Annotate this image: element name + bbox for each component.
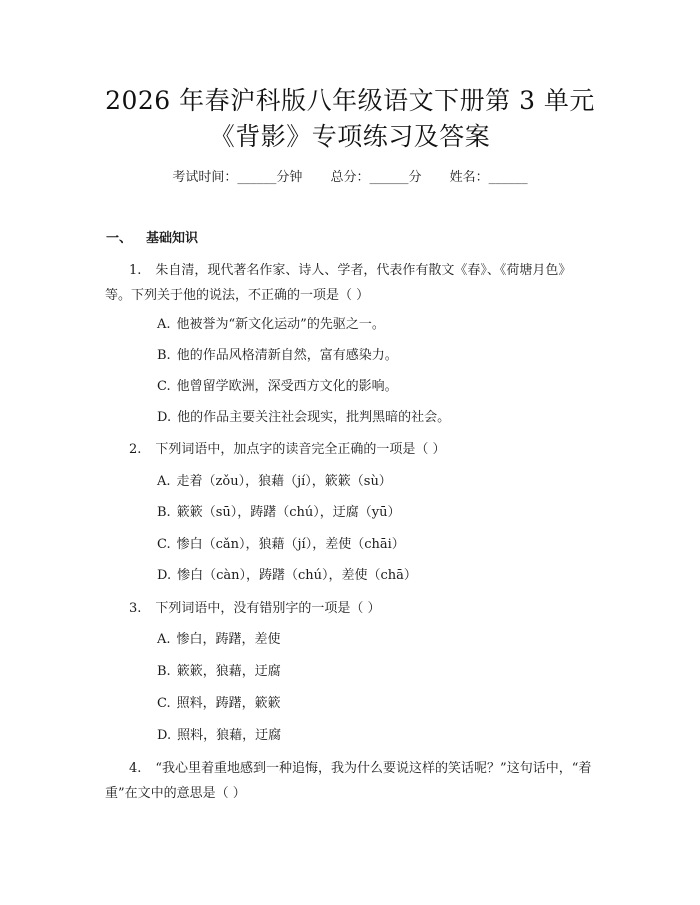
option-letter: B. bbox=[157, 348, 171, 363]
option-text: 簌簌，狼藉，迂腐 bbox=[176, 664, 281, 679]
question-text: 下列词语中，没有错别字的一项是（ ） bbox=[155, 601, 381, 616]
option-letter: B. bbox=[157, 664, 171, 679]
option-text: 照料，踌躇，簌簌 bbox=[176, 696, 281, 711]
question-1-option-c bbox=[157, 377, 398, 397]
question-4 bbox=[105, 756, 593, 806]
question-number: 3. bbox=[129, 601, 142, 616]
option-text: 照料，狼藉，迂腐 bbox=[177, 728, 282, 743]
option-letter: C. bbox=[157, 379, 171, 394]
document-title-line-1: 2026 年春沪科版八年级语文下册第 3 单元 bbox=[105, 86, 595, 115]
total-score-field: 总分：______分 bbox=[330, 170, 422, 185]
option-text: 走着（zǒu），狼藉（jí），簌簌（sù） bbox=[176, 474, 392, 489]
option-text: 他曾留学欧洲，深受西方文化的影响。 bbox=[176, 379, 398, 394]
question-3 bbox=[105, 596, 593, 621]
option-text: 簌簌（sū），踌躇（chú），迂腐（yū） bbox=[176, 505, 401, 520]
question-2-option-a bbox=[157, 472, 392, 492]
question-number: 2. bbox=[129, 442, 142, 457]
option-letter: D. bbox=[157, 410, 172, 425]
question-2-option-c bbox=[157, 535, 405, 555]
option-letter: C. bbox=[157, 537, 171, 552]
student-name-field: 姓名：______ bbox=[449, 170, 528, 185]
question-3-option-d bbox=[157, 726, 281, 746]
option-letter: A. bbox=[157, 317, 171, 332]
option-letter: D. bbox=[157, 568, 172, 583]
question-number: 1. bbox=[129, 263, 142, 278]
question-number: 4. bbox=[129, 761, 142, 776]
option-letter: B. bbox=[157, 505, 171, 520]
document-title-line-2: 《背影》专项练习及答案 bbox=[209, 122, 491, 151]
question-2-option-b bbox=[157, 503, 400, 523]
question-3-option-b bbox=[157, 662, 281, 682]
option-text: 他的作品风格清新自然，富有感染力。 bbox=[176, 348, 398, 363]
question-1-option-d bbox=[157, 408, 450, 428]
option-letter: C. bbox=[157, 696, 171, 711]
option-text: 他的作品主要关注社会现实，批判黑暗的社会。 bbox=[177, 410, 451, 425]
question-2-option-d bbox=[157, 566, 417, 586]
section-title: 基础知识 bbox=[146, 231, 199, 246]
question-3-option-c bbox=[157, 694, 281, 714]
exam-info bbox=[0, 168, 700, 188]
option-letter: A. bbox=[157, 474, 171, 489]
option-letter: A. bbox=[157, 632, 171, 647]
option-text: 惨白（cǎn），狼藉（jí），差使（chāi） bbox=[176, 537, 405, 552]
question-2 bbox=[105, 437, 593, 462]
option-text: 惨白（càn），踌躇（chú），差使（chā） bbox=[177, 568, 417, 583]
question-1 bbox=[105, 258, 593, 308]
question-text: 下列词语中，加点字的读音完全正确的一项是（ ） bbox=[155, 442, 446, 457]
option-text: 他被誉为“新文化运动”的先驱之一。 bbox=[176, 317, 385, 332]
question-3-option-a bbox=[157, 630, 281, 650]
section-heading bbox=[106, 229, 198, 249]
exam-time-field: 考试时间：______分钟 bbox=[172, 170, 303, 185]
question-text: 朱自清，现代著名作家、诗人、学者，代表作有散文《春》、《荷塘月色》等。下列关于他的说法，不正确的一项是（ ） bbox=[105, 263, 572, 303]
question-text: “我心里着重地感到一种追悔，我为什么要说这样的笑话呢？”这句话中，“着重”在文中的意思是（ ） bbox=[105, 761, 592, 801]
question-1-option-a bbox=[157, 315, 385, 335]
option-text: 惨白，踌躇，差使 bbox=[176, 632, 281, 647]
question-1-option-b bbox=[157, 346, 398, 366]
option-letter: D. bbox=[157, 728, 172, 743]
section-number: 一、 bbox=[106, 231, 133, 246]
